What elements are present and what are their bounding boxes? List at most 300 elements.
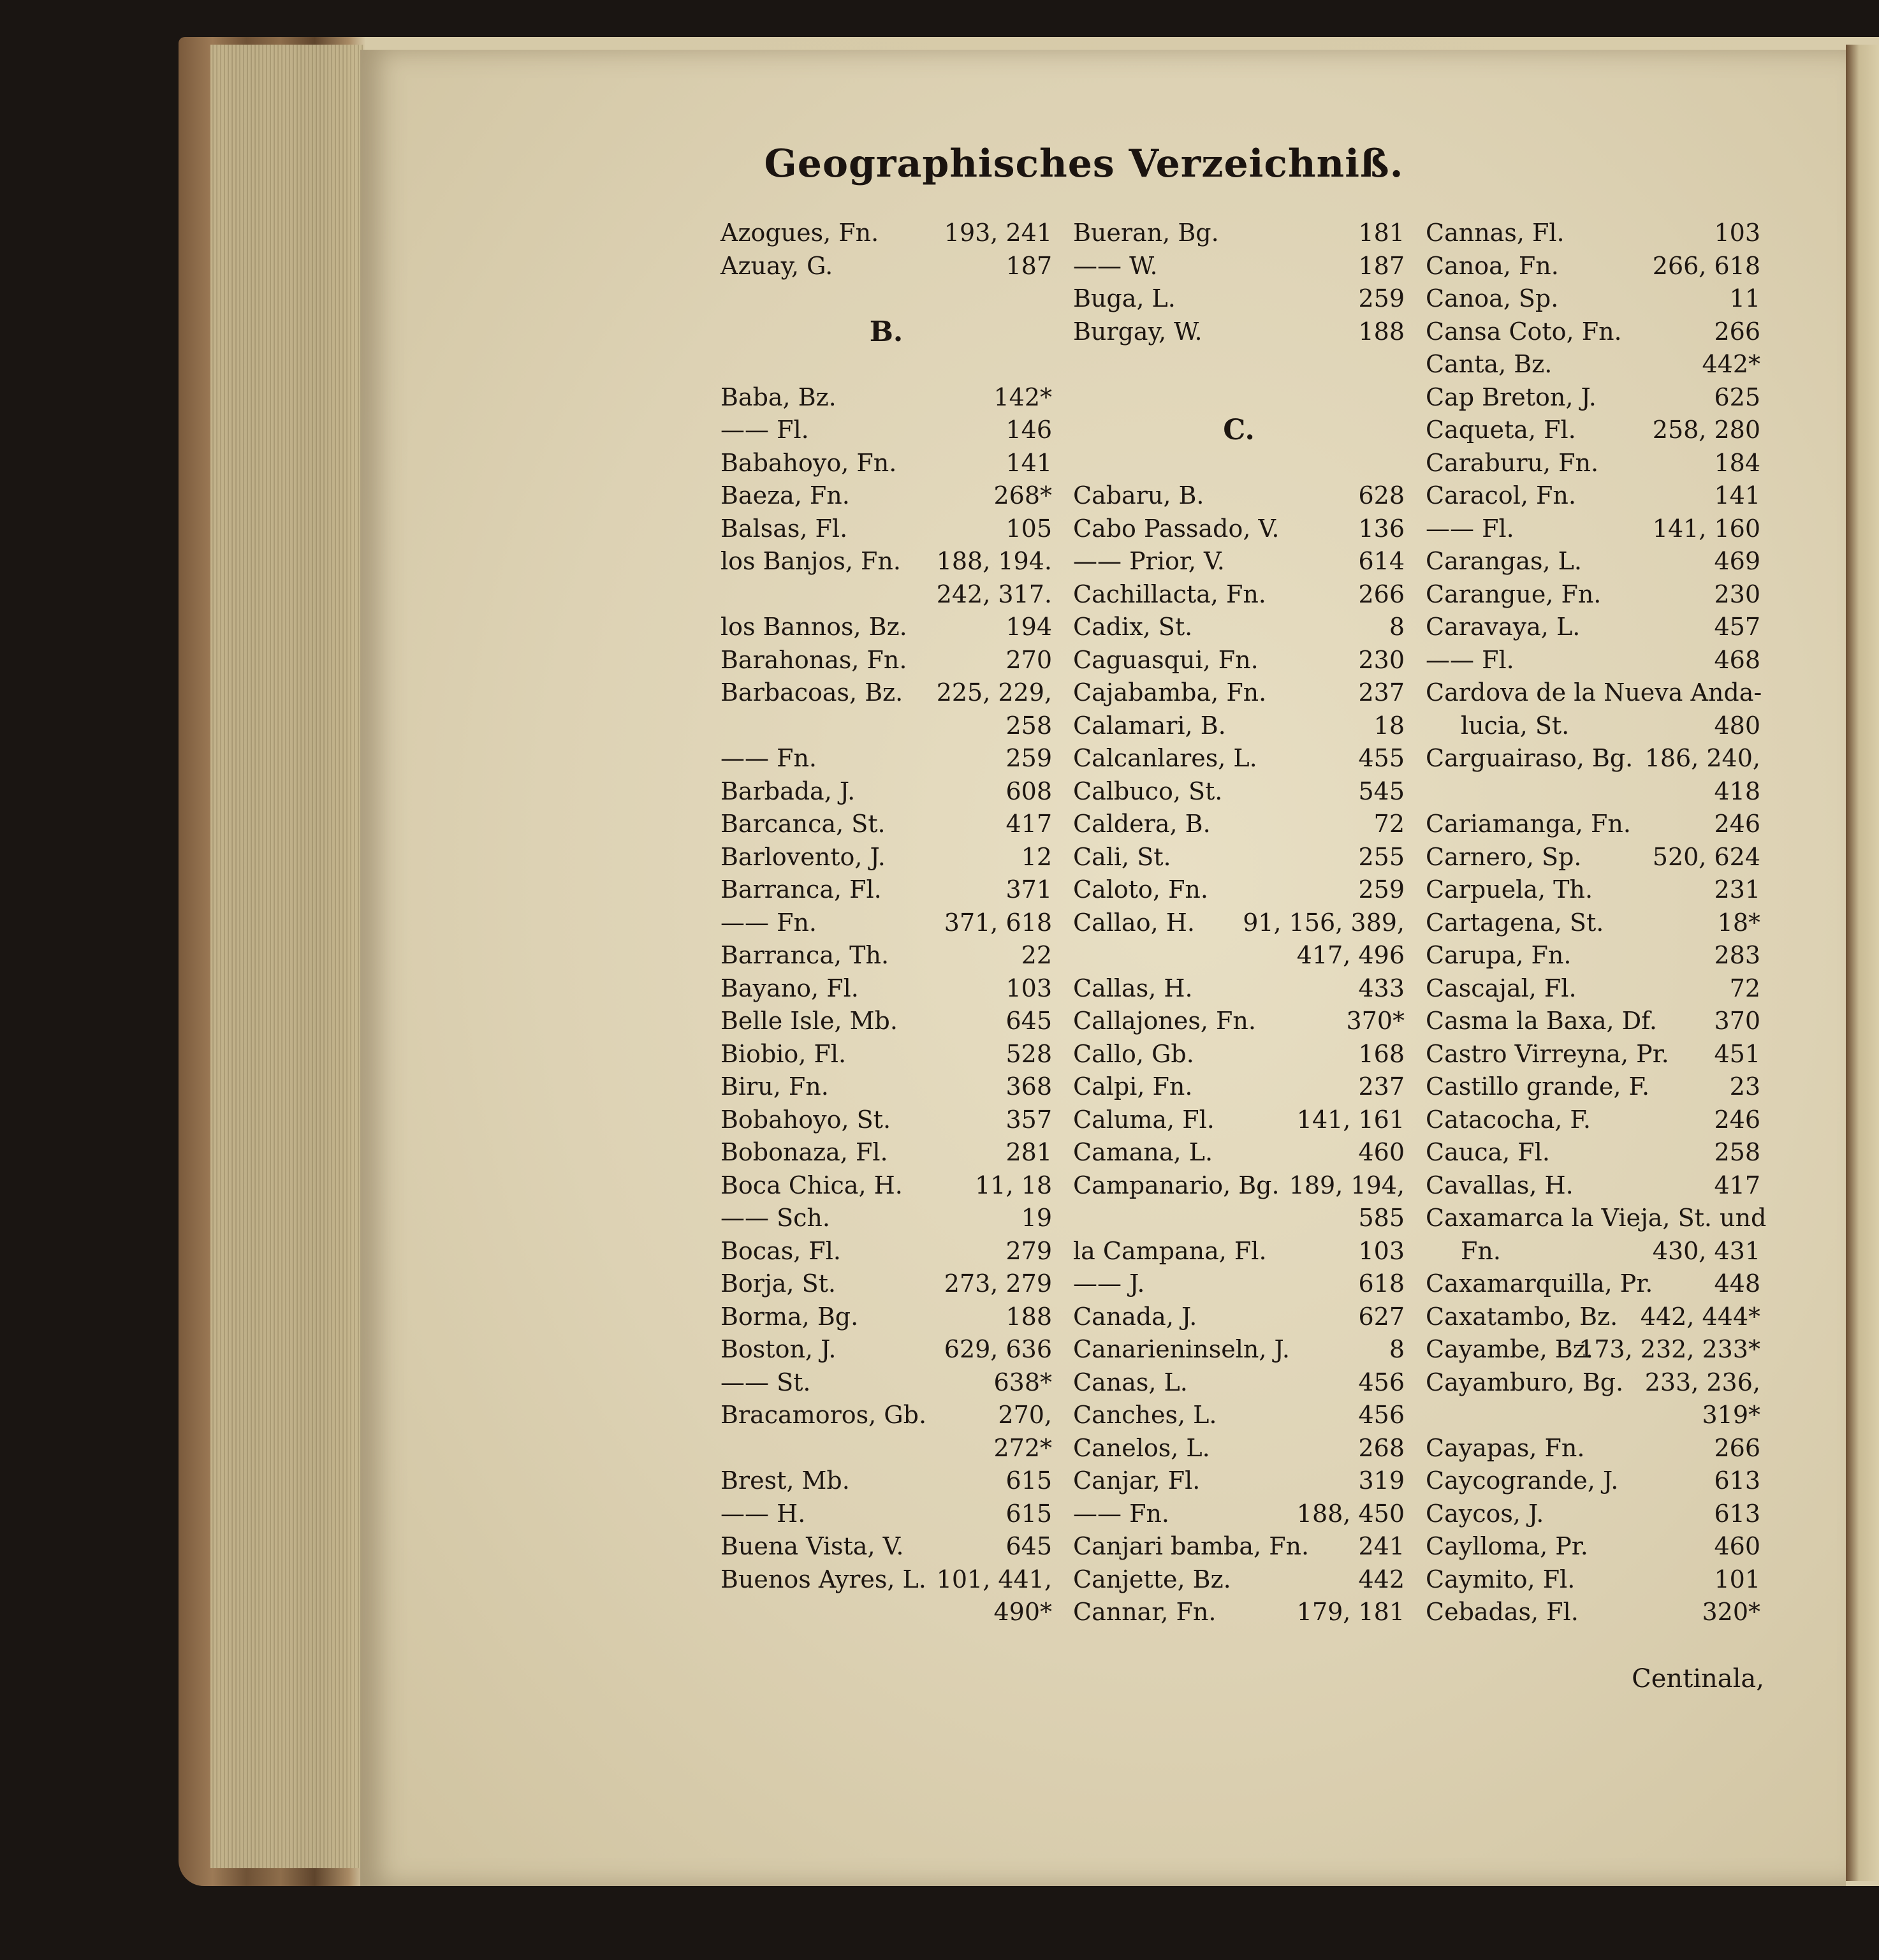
index-entry bbox=[720, 1301, 1052, 1334]
entry-pages: 259 bbox=[1358, 284, 1405, 312]
index-entry bbox=[1073, 644, 1405, 677]
entry-pages: 184 bbox=[1714, 448, 1760, 477]
index-entry bbox=[1073, 1038, 1405, 1071]
entry-name: los Bannos, Bz. bbox=[720, 613, 907, 641]
entry-name: Bobonaza, Fl. bbox=[720, 1138, 888, 1166]
entry-name: Cabaru, B. bbox=[1073, 481, 1204, 509]
entry-pages: 22 bbox=[1021, 941, 1052, 969]
index-entry bbox=[1073, 316, 1405, 349]
facing-page-edge bbox=[1846, 45, 1879, 1881]
index-entry bbox=[1073, 1071, 1405, 1104]
entry-name: Calamari, B. bbox=[1073, 711, 1226, 740]
entry-name: Bocas, Fl. bbox=[720, 1236, 841, 1265]
entry-pages: 319* bbox=[1702, 1401, 1760, 1429]
entry-name: Cayamburo, Bg. bbox=[1426, 1368, 1624, 1396]
index-entry bbox=[720, 1169, 1052, 1203]
index-entry bbox=[1426, 644, 1760, 677]
entry-name: Calcanlares, L. bbox=[1073, 744, 1257, 772]
entry-name: Carangue, Fn. bbox=[1426, 580, 1602, 608]
entry-name: Castillo grande, F. bbox=[1426, 1072, 1650, 1101]
entry-name: Cascajal, Fl. bbox=[1426, 974, 1577, 1002]
index-entry bbox=[720, 1038, 1052, 1071]
index-entry bbox=[1073, 611, 1405, 644]
entry-name: Babahoyo, Fn. bbox=[720, 448, 897, 477]
entry-name: Buga, L. bbox=[1073, 284, 1176, 312]
entry-name: Catacocha, F. bbox=[1426, 1105, 1591, 1134]
entry-name: Boca Chica, H. bbox=[720, 1171, 903, 1199]
entry-name: Borma, Bg. bbox=[720, 1302, 859, 1331]
entry-pages: 417 bbox=[1005, 810, 1052, 838]
entry-pages: 490* bbox=[993, 1598, 1052, 1626]
entry-pages: 103 bbox=[1358, 1236, 1405, 1265]
entry-pages: 23 bbox=[1729, 1072, 1760, 1101]
index-entry bbox=[1073, 874, 1405, 907]
entry-name: lucia, St. bbox=[1461, 711, 1570, 740]
index-entry bbox=[1426, 1432, 1760, 1465]
section-letter bbox=[1073, 414, 1405, 447]
entry-pages: 613 bbox=[1714, 1466, 1760, 1495]
entry-name: Barranca, Th. bbox=[720, 941, 889, 969]
entry-pages: 141, 161 bbox=[1296, 1105, 1405, 1134]
index-column-3 bbox=[1426, 217, 1767, 1629]
index-entry bbox=[720, 282, 1052, 316]
entry-pages: 19 bbox=[1021, 1204, 1052, 1232]
entry-pages: 168 bbox=[1358, 1039, 1405, 1068]
entry-pages: 448 bbox=[1714, 1269, 1760, 1298]
index-entry bbox=[1426, 907, 1760, 940]
index-entry bbox=[1073, 1530, 1405, 1563]
index-entry bbox=[720, 250, 1052, 283]
entry-name: Cebadas, Fl. bbox=[1426, 1598, 1579, 1626]
entry-name: Camana, L. bbox=[1073, 1138, 1213, 1166]
entry-name: Callajones, Fn. bbox=[1073, 1007, 1256, 1035]
entry-name: —— Fl. bbox=[1426, 514, 1514, 543]
entry-pages: 456 bbox=[1358, 1401, 1405, 1429]
entry-name: Brest, Mb. bbox=[720, 1466, 850, 1495]
entry-name: Caqueta, Fl. bbox=[1426, 416, 1576, 444]
index-entry bbox=[1426, 972, 1760, 1006]
index-entry bbox=[720, 676, 1052, 710]
entry-pages: 12 bbox=[1021, 842, 1052, 871]
entry-name: —— Fn. bbox=[1073, 1499, 1169, 1528]
index-entry bbox=[720, 1465, 1052, 1498]
index-entry bbox=[1426, 217, 1760, 250]
index-entry bbox=[720, 1235, 1052, 1268]
entry-name: Cali, St. bbox=[1073, 842, 1171, 871]
entry-name: Canjari bamba, Fn. bbox=[1073, 1532, 1310, 1560]
entry-pages: 233, 236, bbox=[1644, 1368, 1760, 1396]
index-entry bbox=[1073, 513, 1405, 546]
entry-name: Caymito, Fl. bbox=[1426, 1565, 1576, 1593]
entry-pages: 101 bbox=[1714, 1565, 1760, 1593]
entry-pages: 241 bbox=[1358, 1532, 1405, 1560]
entry-name: Buena Vista, V. bbox=[720, 1532, 904, 1560]
index-entry bbox=[1426, 479, 1760, 513]
entry-name: Calbuco, St. bbox=[1073, 777, 1223, 805]
entry-name: —— J. bbox=[1073, 1269, 1145, 1298]
entry-name: Caxatambo, Bz. bbox=[1426, 1302, 1618, 1331]
index-entry bbox=[1073, 972, 1405, 1006]
index-entry bbox=[1073, 282, 1405, 316]
index-entry bbox=[1073, 676, 1405, 710]
entry-pages: 246 bbox=[1714, 810, 1760, 838]
index-entry bbox=[1073, 907, 1405, 940]
index-entry bbox=[1073, 1235, 1405, 1268]
index-entry bbox=[720, 1399, 1052, 1432]
entry-pages: 142* bbox=[993, 383, 1052, 411]
entry-name: Borja, St. bbox=[720, 1269, 836, 1298]
entry-name: Canoa, Sp. bbox=[1426, 284, 1559, 312]
entry-name: Caxamarca la Vieja, St. und bbox=[1426, 1204, 1767, 1232]
entry-pages: 173, 232, 233* bbox=[1579, 1335, 1760, 1363]
index-entry bbox=[1073, 1366, 1405, 1400]
index-entry bbox=[720, 1136, 1052, 1169]
entry-name: Cajabamba, Fn. bbox=[1073, 678, 1267, 706]
index-entry bbox=[720, 808, 1052, 841]
index-entry bbox=[720, 1563, 1052, 1597]
entry-name: Cauca, Fl. bbox=[1426, 1138, 1550, 1166]
entry-name: —— Fl. bbox=[720, 416, 809, 444]
entry-name: Baba, Bz. bbox=[720, 383, 837, 411]
entry-name: Caylloma, Pr. bbox=[1426, 1532, 1588, 1560]
entry-name: Bueran, Bg. bbox=[1073, 219, 1219, 247]
entry-pages: 433 bbox=[1358, 974, 1405, 1002]
entry-pages: 237 bbox=[1358, 1072, 1405, 1101]
section-letter bbox=[720, 316, 1052, 349]
index-entry bbox=[720, 217, 1052, 250]
entry-name: Canjette, Bz. bbox=[1073, 1565, 1231, 1593]
entry-name: Cartagena, St. bbox=[1426, 908, 1604, 937]
entry-name: Cavallas, H. bbox=[1426, 1171, 1574, 1199]
index-entry bbox=[720, 972, 1052, 1006]
entry-name: Campanario, Bg. bbox=[1073, 1171, 1280, 1199]
entry-pages: 629, 636 bbox=[944, 1335, 1052, 1363]
entry-name: Barbada, J. bbox=[720, 777, 856, 805]
entry-pages: 146 bbox=[1005, 416, 1052, 444]
entry-pages: 136 bbox=[1358, 514, 1405, 543]
index-entry bbox=[1073, 1465, 1405, 1498]
entry-pages: 8 bbox=[1389, 1335, 1405, 1363]
entry-name: Canta, Bz. bbox=[1426, 350, 1553, 378]
entry-name: Canoa, Fn. bbox=[1426, 251, 1559, 280]
index-entry bbox=[720, 1530, 1052, 1563]
entry-name: Cariamanga, Fn. bbox=[1426, 810, 1631, 838]
index-entry bbox=[720, 578, 1052, 611]
index-entry bbox=[1073, 742, 1405, 775]
entry-pages: 230 bbox=[1358, 645, 1405, 674]
entry-pages: 91, 156, 389, bbox=[1243, 908, 1405, 937]
entry-name: Cardova de la Nueva Anda- bbox=[1426, 678, 1762, 706]
entry-pages: 638* bbox=[993, 1368, 1052, 1396]
entry-pages: 283 bbox=[1714, 941, 1760, 969]
index-entry bbox=[1073, 1104, 1405, 1137]
entry-pages: 193, 241 bbox=[944, 219, 1052, 247]
entry-pages: 357 bbox=[1005, 1105, 1052, 1134]
index-entry bbox=[1426, 316, 1760, 349]
entry-pages: 613 bbox=[1714, 1499, 1760, 1528]
entry-pages: 528 bbox=[1005, 1039, 1052, 1068]
entry-pages: 103 bbox=[1714, 219, 1760, 247]
index-entry bbox=[720, 513, 1052, 546]
entry-name: Caracol, Fn. bbox=[1426, 481, 1576, 509]
index-entry bbox=[1426, 808, 1760, 841]
entry-pages: 628 bbox=[1358, 481, 1405, 509]
index-entry bbox=[1426, 1301, 1760, 1334]
entry-name: Cayambe, Bz. bbox=[1426, 1335, 1593, 1363]
index-entry bbox=[1426, 1596, 1760, 1629]
index-entry bbox=[720, 775, 1052, 808]
index-entry bbox=[1073, 808, 1405, 841]
entry-pages: 272* bbox=[993, 1433, 1052, 1462]
entry-pages: 418 bbox=[1714, 777, 1760, 805]
index-entry bbox=[720, 1366, 1052, 1400]
index-entry bbox=[1426, 1202, 1767, 1235]
entry-name: Cansa Coto, Fn. bbox=[1426, 317, 1622, 346]
index-entry bbox=[1073, 1136, 1405, 1169]
entry-pages: 141 bbox=[1005, 448, 1052, 477]
entry-pages: 246 bbox=[1714, 1105, 1760, 1134]
index-entry bbox=[720, 1104, 1052, 1137]
index-entry bbox=[720, 1071, 1052, 1104]
entry-name: Canches, L. bbox=[1073, 1401, 1217, 1429]
index-entry bbox=[1426, 1563, 1760, 1597]
entry-pages: 259 bbox=[1358, 875, 1405, 903]
entry-pages: 258 bbox=[1005, 711, 1052, 740]
entry-pages: 11, 18 bbox=[975, 1171, 1052, 1199]
entry-pages: 187 bbox=[1358, 251, 1405, 280]
entry-pages: 281 bbox=[1005, 1138, 1052, 1166]
entry-name: Caloto, Fn. bbox=[1073, 875, 1208, 903]
entry-name: Caraburu, Fn. bbox=[1426, 448, 1599, 477]
index-entry bbox=[720, 841, 1052, 874]
entry-pages: 266 bbox=[1714, 1433, 1760, 1462]
index-entry bbox=[1426, 874, 1760, 907]
index-entry bbox=[1073, 447, 1405, 480]
entry-pages: 625 bbox=[1714, 383, 1760, 411]
entry-pages: 608 bbox=[1005, 777, 1052, 805]
entry-name: Castro Virreyna, Pr. bbox=[1426, 1039, 1669, 1068]
index-entry bbox=[1073, 1333, 1405, 1366]
entry-name: Canarieninseln, J. bbox=[1073, 1335, 1290, 1363]
entry-name: —— Fn. bbox=[720, 744, 817, 772]
entry-pages: 456 bbox=[1358, 1368, 1405, 1396]
index-entry bbox=[1426, 742, 1760, 775]
entry-name: C. bbox=[1223, 414, 1255, 446]
index-entry bbox=[1073, 1563, 1405, 1597]
index-entry bbox=[1073, 939, 1405, 972]
entry-name: B. bbox=[869, 315, 903, 348]
index-column-1 bbox=[720, 217, 1052, 1629]
entry-pages: 266 bbox=[1358, 580, 1405, 608]
index-entry bbox=[1426, 775, 1760, 808]
entry-name: Cannas, Fl. bbox=[1426, 219, 1565, 247]
entry-name: Cannar, Fn. bbox=[1073, 1598, 1217, 1626]
index-entry bbox=[720, 414, 1052, 447]
index-entry bbox=[1073, 1399, 1405, 1432]
index-entry bbox=[1426, 1333, 1760, 1366]
index-entry bbox=[1073, 1498, 1405, 1531]
index-entry bbox=[1426, 939, 1760, 972]
entry-pages: 614 bbox=[1358, 547, 1405, 575]
entry-pages: 468 bbox=[1714, 645, 1760, 674]
entry-name: —— Fl. bbox=[1426, 645, 1514, 674]
entry-name: Cadix, St. bbox=[1073, 613, 1193, 641]
entry-pages: 319 bbox=[1358, 1466, 1405, 1495]
entry-name: —— W. bbox=[1073, 251, 1158, 280]
entry-name: Carupa, Fn. bbox=[1426, 941, 1572, 969]
entry-name: Caldera, B. bbox=[1073, 810, 1211, 838]
index-entry bbox=[1426, 282, 1760, 316]
entry-name: Buenos Ayres, L. bbox=[720, 1565, 926, 1593]
entry-pages: 645 bbox=[1005, 1007, 1052, 1035]
entry-pages: 141 bbox=[1714, 481, 1760, 509]
entry-name: —— Fn. bbox=[720, 908, 817, 937]
index-entry bbox=[1426, 348, 1760, 381]
entry-name: Balsas, Fl. bbox=[720, 514, 848, 543]
entry-pages: 371 bbox=[1005, 875, 1052, 903]
entry-name: Cap Breton, J. bbox=[1426, 383, 1597, 411]
index-entry bbox=[720, 348, 1052, 381]
index-entry bbox=[1426, 841, 1760, 874]
entry-name: Caguasqui, Fn. bbox=[1073, 645, 1259, 674]
entry-pages: 469 bbox=[1714, 547, 1760, 575]
entry-name: Caycos, J. bbox=[1426, 1499, 1544, 1528]
entry-pages: 231 bbox=[1714, 875, 1760, 903]
index-entry bbox=[1073, 1596, 1405, 1629]
entry-name: Barbacoas, Bz. bbox=[720, 678, 903, 706]
entry-pages: 268* bbox=[993, 481, 1052, 509]
entry-name: Bayano, Fl. bbox=[720, 974, 859, 1002]
entry-pages: 268 bbox=[1358, 1433, 1405, 1462]
index-entry bbox=[1426, 1268, 1760, 1301]
index-entry bbox=[1073, 250, 1405, 283]
entry-name: —— Prior, V. bbox=[1073, 547, 1225, 575]
index-entry bbox=[1426, 414, 1760, 447]
index-entry bbox=[1426, 578, 1760, 611]
index-entry bbox=[720, 479, 1052, 513]
index-entry bbox=[1073, 1005, 1405, 1038]
index-entry bbox=[1073, 479, 1405, 513]
index-entry bbox=[1426, 1530, 1760, 1563]
entry-pages: 585 bbox=[1358, 1204, 1405, 1232]
entry-name: Burgay, W. bbox=[1073, 317, 1203, 346]
index-entry bbox=[1073, 348, 1405, 381]
entry-name: Carnero, Sp. bbox=[1426, 842, 1582, 871]
entry-name: Cayapas, Fn. bbox=[1426, 1433, 1585, 1462]
index-entry bbox=[1426, 447, 1760, 480]
entry-pages: 457 bbox=[1714, 613, 1760, 641]
entry-name: la Campana, Fl. bbox=[1073, 1236, 1267, 1265]
entry-name: Barlovento, J. bbox=[720, 842, 886, 871]
index-entry bbox=[720, 1268, 1052, 1301]
entry-name: —— St. bbox=[720, 1368, 811, 1396]
entry-pages: 545 bbox=[1358, 777, 1405, 805]
index-entry bbox=[720, 907, 1052, 940]
index-entry bbox=[1073, 775, 1405, 808]
index-entry bbox=[720, 874, 1052, 907]
index-entry bbox=[720, 1202, 1052, 1235]
entry-name: Caycogrande, J. bbox=[1426, 1466, 1619, 1495]
index-entry bbox=[720, 447, 1052, 480]
index-entry bbox=[1426, 545, 1760, 578]
index-entry bbox=[1426, 1104, 1760, 1137]
entry-pages: 266 bbox=[1714, 317, 1760, 346]
index-entry bbox=[1073, 381, 1405, 414]
entry-name: Belle Isle, Mb. bbox=[720, 1007, 898, 1035]
entry-name: Biobio, Fl. bbox=[720, 1039, 847, 1068]
page-edges bbox=[210, 45, 363, 1868]
entry-pages: 188, 194. bbox=[936, 547, 1052, 575]
index-entry bbox=[720, 742, 1052, 775]
entry-pages: 188 bbox=[1005, 1302, 1052, 1331]
index-entry bbox=[1073, 217, 1405, 250]
entry-name: Canas, L. bbox=[1073, 1368, 1188, 1396]
entry-pages: 520, 624 bbox=[1652, 842, 1760, 871]
entry-name: Barahonas, Fn. bbox=[720, 645, 907, 674]
index-entry bbox=[1426, 710, 1760, 743]
entry-name: Baeza, Fn. bbox=[720, 481, 850, 509]
entry-pages: 371, 618 bbox=[944, 908, 1052, 937]
entry-pages: 72 bbox=[1373, 810, 1405, 838]
entry-name: —— H. bbox=[720, 1499, 806, 1528]
entry-pages: 627 bbox=[1358, 1302, 1405, 1331]
entry-name: Carguairaso, Bg. bbox=[1426, 744, 1634, 772]
entry-name: Azuay, G. bbox=[720, 251, 833, 280]
entry-pages: 442 bbox=[1358, 1565, 1405, 1593]
catchword: Centinala, bbox=[1632, 1664, 1764, 1693]
entry-pages: 279 bbox=[1005, 1236, 1052, 1265]
entry-pages: 460 bbox=[1358, 1138, 1405, 1166]
entry-name: Callao, H. bbox=[1073, 908, 1195, 937]
entry-name: Fn. bbox=[1461, 1236, 1501, 1265]
index-entry bbox=[720, 1596, 1052, 1629]
entry-name: Caluma, Fl. bbox=[1073, 1105, 1215, 1134]
entry-name: Caxamarquilla, Pr. bbox=[1426, 1269, 1653, 1298]
entry-name: Boston, J. bbox=[720, 1335, 837, 1363]
entry-pages: 430, 431 bbox=[1652, 1236, 1760, 1265]
entry-name: Casma la Baxa, Df. bbox=[1426, 1007, 1657, 1035]
entry-name: Bobahoyo, St. bbox=[720, 1105, 891, 1134]
entry-pages: 455 bbox=[1358, 744, 1405, 772]
entry-name: Canada, J. bbox=[1073, 1302, 1197, 1331]
index-entry bbox=[720, 1498, 1052, 1531]
index-entry bbox=[1426, 1498, 1760, 1531]
entry-pages: 101, 441, bbox=[936, 1565, 1052, 1593]
page-header: Geographisches Verzeichniß. bbox=[764, 142, 1404, 186]
index-entry bbox=[1426, 1465, 1760, 1498]
entry-name: Carangas, L. bbox=[1426, 547, 1582, 575]
entry-pages: 615 bbox=[1005, 1466, 1052, 1495]
entry-pages: 188 bbox=[1358, 317, 1405, 346]
entry-name: Cabo Passado, V. bbox=[1073, 514, 1280, 543]
entry-pages: 270 bbox=[1005, 645, 1052, 674]
entry-pages: 179, 181 bbox=[1296, 1598, 1405, 1626]
index-entry bbox=[1426, 1399, 1760, 1432]
entry-pages: 442* bbox=[1702, 350, 1760, 378]
index-entry bbox=[1426, 1169, 1760, 1203]
index-entry bbox=[1073, 1432, 1405, 1465]
entry-pages: 255 bbox=[1358, 842, 1405, 871]
entry-pages: 270, bbox=[998, 1401, 1052, 1429]
entry-name: Cachillacta, Fn. bbox=[1073, 580, 1266, 608]
entry-name: Canjar, Fl. bbox=[1073, 1466, 1201, 1495]
entry-name: —— Sch. bbox=[720, 1204, 830, 1232]
entry-name: Bracamoros, Gb. bbox=[720, 1401, 927, 1429]
entry-pages: 242, 317. bbox=[936, 580, 1052, 608]
index-entry bbox=[720, 710, 1052, 743]
entry-pages: 320* bbox=[1702, 1598, 1760, 1626]
entry-pages: 105 bbox=[1005, 514, 1052, 543]
